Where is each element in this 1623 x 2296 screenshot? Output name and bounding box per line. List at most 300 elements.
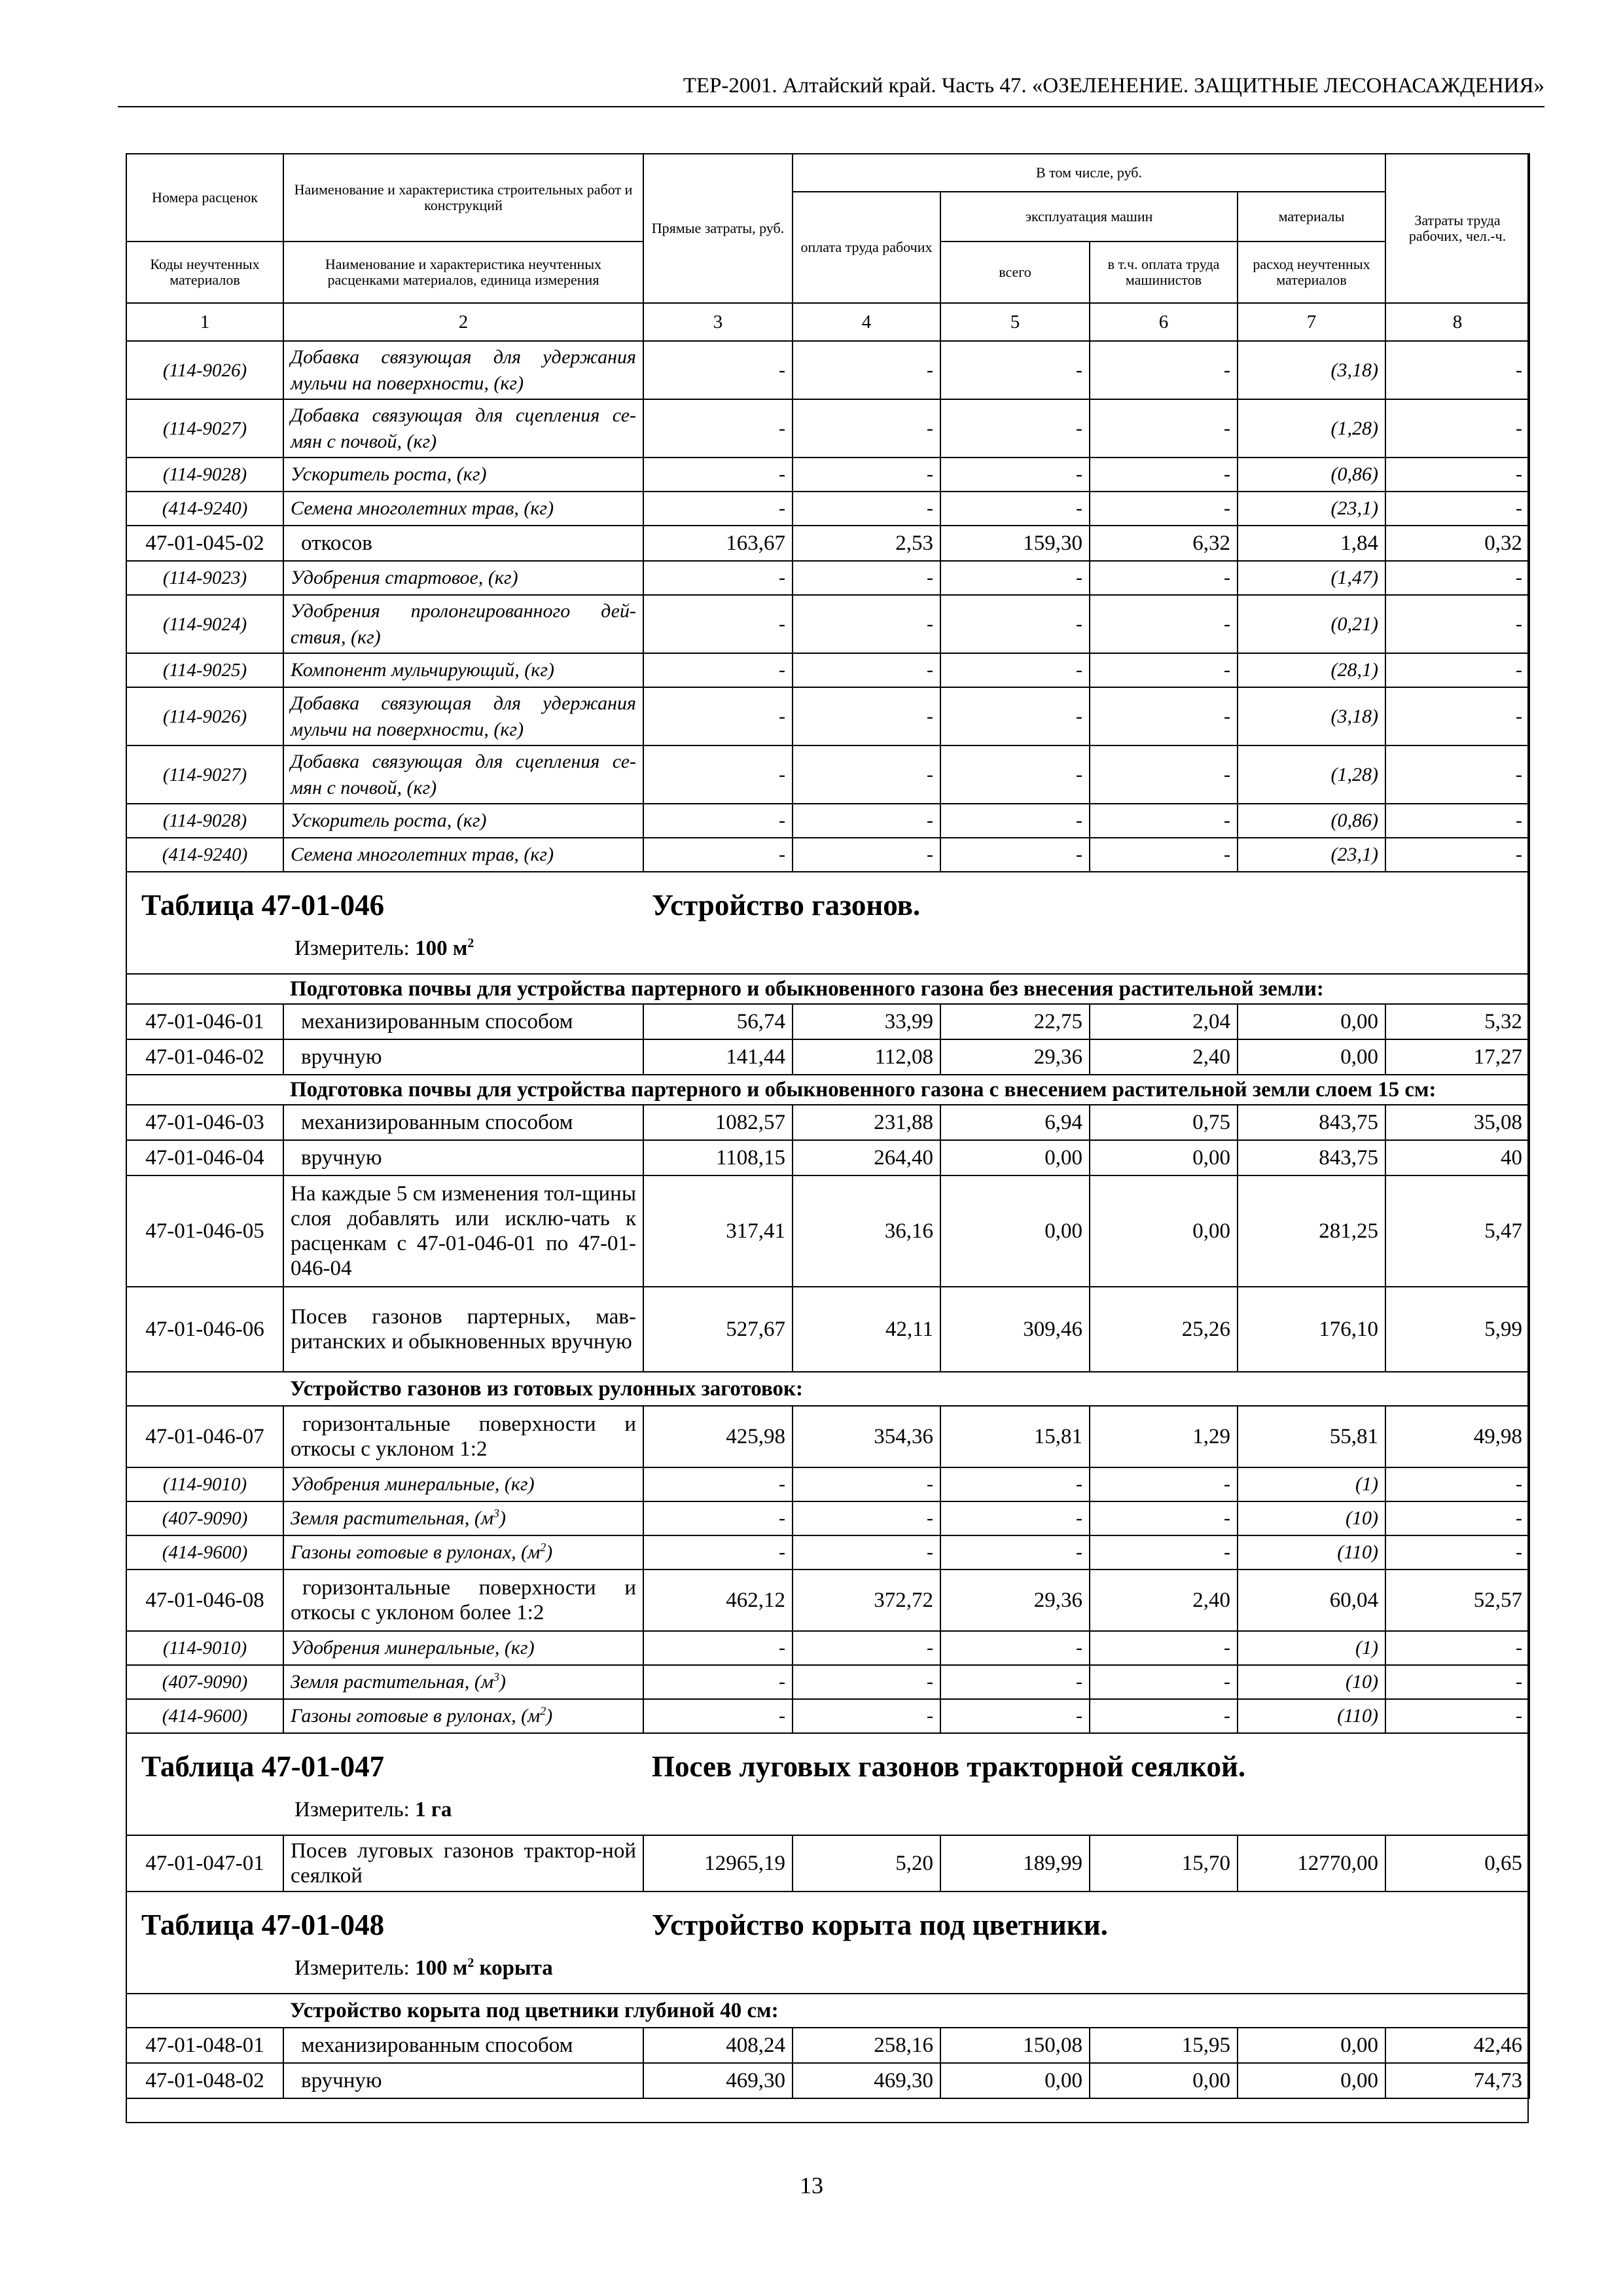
material-name [283, 1699, 643, 1733]
material-name-text: Удобрения минеральные, (кг) [291, 1637, 535, 1659]
material-name: Ускоритель роста, (кг) [283, 804, 643, 838]
col-num: 3 [643, 303, 793, 341]
cell: - [793, 399, 940, 457]
material-code: (114-9023) [126, 561, 283, 595]
cell: 281,25 [1238, 1175, 1385, 1287]
cell: - [940, 804, 1090, 838]
material-name: Добавка связующая для сцепления се-мян с почвой, (кг) [283, 399, 643, 457]
table-row [126, 1004, 1529, 1039]
cell: (0,21) [1238, 595, 1385, 653]
rate-code: 47-01-046-02 [126, 1039, 283, 1075]
material-name: Семена многолетних трав, (кг) [283, 492, 643, 526]
cell: - [1090, 399, 1238, 457]
col-num: 2 [283, 303, 643, 341]
table-row [126, 745, 1529, 804]
cell: 0,00 [1238, 2063, 1385, 2098]
cell: 469,30 [643, 2063, 793, 2098]
cell: - [793, 745, 940, 804]
cell: - [793, 804, 940, 838]
table-row [126, 1835, 1529, 1892]
cell: 2,04 [1090, 1004, 1238, 1039]
cell: 462,12 [643, 1570, 793, 1631]
cell: - [643, 561, 793, 595]
rate-name: На каждые 5 см изменения тол-щины слоя добавлять или исклю-чать к расценкам с 47-01-046-01 по 47-01-046-04 [283, 1175, 643, 1287]
material-name: Удобрения стартовое, (кг) [283, 561, 643, 595]
cell: (23,1) [1238, 492, 1385, 526]
rate-name: механизированным способом [283, 1004, 643, 1039]
cell: (1) [1238, 1631, 1385, 1665]
material-name-text: Земля растительная, (м [291, 1507, 494, 1529]
material-code: (114-9010) [126, 1467, 283, 1501]
cell: - [1385, 804, 1529, 838]
cell: 56,74 [643, 1004, 793, 1039]
table-number: Таблица 47-01-048 [141, 1909, 385, 1941]
cell: 176,10 [1238, 1287, 1385, 1372]
col-num: 6 [1090, 303, 1238, 341]
col-machinist-wages: в т.ч. оплата труда машинистов [1090, 242, 1238, 303]
cell: 469,30 [793, 2063, 940, 2098]
material-code: (407-9090) [126, 1501, 283, 1535]
table-title-row [126, 1892, 1529, 1994]
cell: 29,36 [940, 1570, 1090, 1631]
rate-code: 47-01-046-07 [126, 1406, 283, 1467]
cell: - [793, 1467, 940, 1501]
material-code: (114-9026) [126, 341, 283, 399]
cell: 0,00 [940, 1140, 1090, 1175]
table-number: Таблица 47-01-047 [141, 1750, 385, 1783]
cell: 0,75 [1090, 1105, 1238, 1140]
unit-sup: 2 [540, 1704, 546, 1717]
cell: - [793, 561, 940, 595]
cell: - [1385, 838, 1529, 872]
cell: - [1090, 1467, 1238, 1501]
col-group-machines: эксплуатация машин [940, 192, 1238, 242]
cell: 42,11 [793, 1287, 940, 1372]
cell: - [940, 1501, 1090, 1535]
cell: 1108,15 [643, 1140, 793, 1175]
col-group-in-total: В том числе, руб. [793, 154, 1385, 192]
cell: 264,40 [793, 1140, 940, 1175]
measure-value: 100 м [415, 1956, 468, 1980]
col-num: 8 [1385, 303, 1529, 341]
measure-label: Измеритель: [294, 1956, 410, 1980]
cell: 40 [1385, 1140, 1529, 1175]
section-row [126, 974, 1529, 1004]
cell: 6,94 [940, 1105, 1090, 1140]
material-code: (414-9600) [126, 1699, 283, 1733]
cell: - [793, 653, 940, 687]
cell: 425,98 [643, 1406, 793, 1467]
cell: - [940, 1631, 1090, 1665]
measure-label: Измеритель: [294, 1798, 410, 1821]
table-row [126, 1287, 1529, 1372]
cell: 1,29 [1090, 1406, 1238, 1467]
material-name: Удобрения пролонгированного дей-ствия, (кг) [283, 595, 643, 653]
cell: 163,67 [643, 526, 793, 561]
cell: - [1090, 1501, 1238, 1535]
material-name-tail: ) [546, 1541, 553, 1563]
cell: 36,16 [793, 1175, 940, 1287]
cell: 317,41 [643, 1175, 793, 1287]
cell: 52,57 [1385, 1570, 1529, 1631]
cell: (28,1) [1238, 653, 1385, 687]
table-row [126, 1699, 1529, 1733]
cell: - [793, 595, 940, 653]
material-name: Добавка связующая для удержания мульчи на поверхности, (кг) [283, 687, 643, 745]
cell: - [1385, 745, 1529, 804]
unit-sup: 3 [493, 1670, 500, 1683]
cell: 150,08 [940, 2028, 1090, 2063]
col-rate-numbers: Номера расценок [126, 154, 283, 242]
section-title: Подготовка почвы для устройства партерного и обыкновенного газона без внесения растительной земли: [283, 974, 1529, 1004]
cell: (1) [1238, 1467, 1385, 1501]
cell: 258,16 [793, 2028, 940, 2063]
col-material-name: Наименование и характеристика неучтенных расценками материалов, единица измерения [283, 242, 643, 303]
cell: - [793, 1699, 940, 1733]
rate-code: 47-01-045-02 [126, 526, 283, 561]
cell: - [1385, 1467, 1529, 1501]
table-row [126, 1105, 1529, 1140]
rate-name: горизонтальные поверхности и откосы с уклоном 1:2 [283, 1406, 643, 1467]
cell: (1,28) [1238, 745, 1385, 804]
measure-value: 100 м [415, 937, 468, 960]
cell: - [643, 653, 793, 687]
cell: - [940, 1535, 1090, 1570]
cell: - [793, 1501, 940, 1535]
cell: (3,18) [1238, 687, 1385, 745]
material-name-tail: ) [546, 1705, 553, 1727]
rate-code: 47-01-048-01 [126, 2028, 283, 2063]
cell: - [1385, 1699, 1529, 1733]
measure [294, 1956, 553, 1981]
measure-label: Измеритель: [294, 937, 410, 960]
rate-name: Посев луговых газонов трактор-ной сеялкой [283, 1835, 643, 1892]
cell: - [1090, 745, 1238, 804]
material-name-tail: ) [499, 1671, 507, 1693]
cell: 1082,57 [643, 1105, 793, 1140]
cell: 60,04 [1238, 1570, 1385, 1631]
table-row [126, 1570, 1529, 1631]
table-row [126, 1501, 1529, 1535]
material-code: (114-9010) [126, 1631, 283, 1665]
section-row [126, 1994, 1529, 2028]
cell: 159,30 [940, 526, 1090, 561]
cell: - [793, 341, 940, 399]
table-row [126, 1140, 1529, 1175]
cell: 15,70 [1090, 1835, 1238, 1892]
cell: - [1385, 561, 1529, 595]
rate-code: 47-01-047-01 [126, 1835, 283, 1892]
col-num: 1 [126, 303, 283, 341]
cell: 0,00 [1238, 1039, 1385, 1075]
cell: - [940, 653, 1090, 687]
cell: - [940, 745, 1090, 804]
cell: - [1090, 1665, 1238, 1699]
measure [294, 1798, 452, 1822]
cell: (3,18) [1238, 341, 1385, 399]
measure-value: 1 га [415, 1798, 452, 1821]
cell: 0,00 [1238, 1004, 1385, 1039]
cell: 15,95 [1090, 2028, 1238, 2063]
cell: (23,1) [1238, 838, 1385, 872]
cell: - [1090, 595, 1238, 653]
cell: - [940, 341, 1090, 399]
material-code: (114-9027) [126, 745, 283, 804]
rate-code: 47-01-046-01 [126, 1004, 283, 1039]
cell: 0,00 [1238, 2028, 1385, 2063]
table-row [126, 653, 1529, 687]
cell: 5,47 [1385, 1175, 1529, 1287]
cell: - [1385, 687, 1529, 745]
cell: 22,75 [940, 1004, 1090, 1039]
rates-table [126, 153, 1530, 2099]
cell: 55,81 [1238, 1406, 1385, 1467]
cell: - [940, 687, 1090, 745]
col-material-consumption: расход неучтенных материалов [1238, 242, 1385, 303]
cell: - [793, 1665, 940, 1699]
cell: 6,32 [1090, 526, 1238, 561]
cell: 0,00 [940, 1175, 1090, 1287]
cell: - [940, 399, 1090, 457]
cell: - [940, 1467, 1090, 1501]
cell: 1,84 [1238, 526, 1385, 561]
material-code: (414-9240) [126, 838, 283, 872]
cell: - [1090, 561, 1238, 595]
table-row [126, 341, 1529, 399]
cell: - [1385, 399, 1529, 457]
cell: - [940, 492, 1090, 526]
cell: 42,46 [1385, 2028, 1529, 2063]
cell: - [1090, 653, 1238, 687]
rate-name: вручную [283, 1039, 643, 1075]
col-num: 7 [1238, 303, 1385, 341]
cell: 29,36 [940, 1039, 1090, 1075]
cell: - [1385, 1665, 1529, 1699]
cell: 12965,19 [643, 1835, 793, 1892]
cell: - [1090, 804, 1238, 838]
cell: - [643, 1535, 793, 1570]
table-row [126, 1665, 1529, 1699]
rate-name: вручную [283, 2063, 643, 2098]
table-row [126, 526, 1529, 561]
measure-tail: корыта [474, 1956, 553, 1980]
cell: 5,99 [1385, 1287, 1529, 1372]
cell: - [643, 745, 793, 804]
section-row [126, 1075, 1529, 1105]
rate-code: 47-01-046-06 [126, 1287, 283, 1372]
rate-name: механизированным способом [283, 2028, 643, 2063]
col-machines-total: всего [940, 242, 1090, 303]
cell: - [793, 687, 940, 745]
rate-name: механизированным способом [283, 1105, 643, 1140]
table-row [126, 1406, 1529, 1467]
cell: 0,00 [1090, 1175, 1238, 1287]
cell: 0,65 [1385, 1835, 1529, 1892]
cell: 74,73 [1385, 2063, 1529, 2098]
material-name [283, 1665, 643, 1699]
cell: - [643, 1699, 793, 1733]
table-row [126, 2028, 1529, 2063]
cell: 2,53 [793, 526, 940, 561]
material-code: (114-9028) [126, 457, 283, 492]
page-number: 13 [800, 2172, 823, 2198]
table-row [126, 1175, 1529, 1287]
cell: - [1090, 1699, 1238, 1733]
rate-code: 47-01-046-04 [126, 1140, 283, 1175]
col-work-name: Наименование и характеристика строительных работ и конструкций [283, 154, 643, 242]
cell: 0,32 [1385, 526, 1529, 561]
cell: - [1090, 1535, 1238, 1570]
measure-sup: 2 [467, 1956, 474, 1970]
cell: 189,99 [940, 1835, 1090, 1892]
material-code: (414-9240) [126, 492, 283, 526]
cell: - [940, 595, 1090, 653]
cell: (10) [1238, 1501, 1385, 1535]
rate-code: 47-01-048-02 [126, 2063, 283, 2098]
column-numbers-row [126, 303, 1529, 341]
col-worker-wages: оплата труда рабочих [793, 192, 940, 303]
table-row [126, 804, 1529, 838]
material-name-text: Удобрения минеральные, (кг) [291, 1473, 535, 1495]
table-row [126, 1535, 1529, 1570]
material-code: (114-9028) [126, 804, 283, 838]
cell: 12770,00 [1238, 1835, 1385, 1892]
material-name-tail: ) [499, 1507, 507, 1529]
material-name-text: Газоны готовые в рулонах, (м [291, 1705, 541, 1727]
cell: 5,20 [793, 1835, 940, 1892]
cell: 843,75 [1238, 1140, 1385, 1175]
cell: - [643, 687, 793, 745]
material-code: (114-9024) [126, 595, 283, 653]
cell: (0,86) [1238, 457, 1385, 492]
section-row [126, 1372, 1529, 1406]
cell: - [643, 595, 793, 653]
cell: - [1090, 457, 1238, 492]
material-name-text: Газоны готовые в рулонах, (м [291, 1541, 541, 1563]
rate-code: 47-01-046-03 [126, 1105, 283, 1140]
cell: - [940, 457, 1090, 492]
cell: - [643, 804, 793, 838]
material-name: Компонент мульчирующий, (кг) [283, 653, 643, 687]
cell: 17,27 [1385, 1039, 1529, 1075]
table-title-row [126, 872, 1529, 974]
rate-name: вручную [283, 1140, 643, 1175]
col-group-materials: материалы [1238, 192, 1385, 242]
cell: 49,98 [1385, 1406, 1529, 1467]
rate-code: 47-01-046-08 [126, 1570, 283, 1631]
table-row [126, 399, 1529, 457]
table-title: Посев луговых газонов тракторной сеялкой. [652, 1750, 1246, 1783]
cell: (110) [1238, 1535, 1385, 1570]
cell: - [643, 1631, 793, 1665]
cell: - [793, 1631, 940, 1665]
cell: - [1385, 457, 1529, 492]
cell: - [793, 838, 940, 872]
material-name [283, 1501, 643, 1535]
material-code: (114-9025) [126, 653, 283, 687]
cell: 408,24 [643, 2028, 793, 2063]
cell: (0,86) [1238, 804, 1385, 838]
cell: - [1090, 341, 1238, 399]
rate-name: Посев газонов партерных, мав-ританских и обыкновенных вручную [283, 1287, 643, 1372]
table-title: Устройство газонов. [652, 889, 921, 922]
col-direct-costs: Прямые затраты, руб. [643, 154, 793, 303]
material-name: Семена многолетних трав, (кг) [283, 838, 643, 872]
table-number: Таблица 47-01-046 [141, 889, 385, 922]
cell: - [643, 341, 793, 399]
cell: 372,72 [793, 1570, 940, 1631]
material-name: Ускоритель роста, (кг) [283, 457, 643, 492]
table-title-row [126, 1733, 1529, 1835]
material-name [283, 1535, 643, 1570]
cell: 15,81 [940, 1406, 1090, 1467]
page-header: ТЕР-2001. Алтайский край. Часть 47. «ОЗЕЛЕНЕНИЕ. ЗАЩИТНЫЕ ЛЕСОНАСАЖДЕНИЯ» [118, 65, 1544, 107]
cell: - [643, 838, 793, 872]
material-name: Добавка связующая для удержания мульчи на поверхности, (кг) [283, 341, 643, 399]
rate-name: горизонтальные поверхности и откосы с уклоном более 1:2 [283, 1570, 643, 1631]
cell: - [643, 399, 793, 457]
cell: (110) [1238, 1699, 1385, 1733]
cell: - [1385, 653, 1529, 687]
cell: - [643, 1467, 793, 1501]
cell: 354,36 [793, 1406, 940, 1467]
measure [294, 937, 474, 961]
material-code: (114-9026) [126, 687, 283, 745]
cell: 35,08 [1385, 1105, 1529, 1140]
cell: 5,32 [1385, 1004, 1529, 1039]
table-row [126, 2063, 1529, 2098]
table-row [126, 492, 1529, 526]
material-code: (114-9027) [126, 399, 283, 457]
material-name-text: Земля растительная, (м [291, 1671, 494, 1693]
col-labor-hours: Затраты труда рабочих, чел.-ч. [1385, 154, 1529, 303]
cell: 141,44 [643, 1039, 793, 1075]
cell: - [1090, 687, 1238, 745]
col-material-codes: Коды неучтенных материалов [126, 242, 283, 303]
section-title: Устройство корыта под цветники глубиной 40 см: [283, 1994, 1529, 2028]
cell: 2,40 [1090, 1570, 1238, 1631]
cell: 0,00 [1090, 1140, 1238, 1175]
cell: - [1385, 595, 1529, 653]
table-row [126, 1467, 1529, 1501]
table-row [126, 838, 1529, 872]
cell: 2,40 [1090, 1039, 1238, 1075]
table-row [126, 561, 1529, 595]
col-num: 4 [793, 303, 940, 341]
cell: 0,00 [1090, 2063, 1238, 2098]
unit-sup: 3 [493, 1507, 500, 1520]
material-name [283, 1467, 643, 1501]
cell: - [1385, 341, 1529, 399]
cell: (10) [1238, 1665, 1385, 1699]
cell: 309,46 [940, 1287, 1090, 1372]
section-title: Устройство газонов из готовых рулонных заготовок: [283, 1372, 1529, 1406]
cell: - [940, 1699, 1090, 1733]
cell: 0,00 [940, 2063, 1090, 2098]
cell: - [940, 561, 1090, 595]
table-title: Устройство корыта под цветники. [652, 1909, 1108, 1941]
material-name: Добавка связующая для сцепления се-мян с почвой, (кг) [283, 745, 643, 804]
cell: - [793, 492, 940, 526]
cell: (1,28) [1238, 399, 1385, 457]
table-row [126, 595, 1529, 653]
table-row [126, 1631, 1529, 1665]
section-title: Подготовка почвы для устройства партерного и обыкновенного газона с внесением растительной земли слоем 15 см: [283, 1075, 1529, 1105]
cell: 33,99 [793, 1004, 940, 1039]
cell: 843,75 [1238, 1105, 1385, 1140]
cell: - [643, 492, 793, 526]
cell: - [940, 1665, 1090, 1699]
